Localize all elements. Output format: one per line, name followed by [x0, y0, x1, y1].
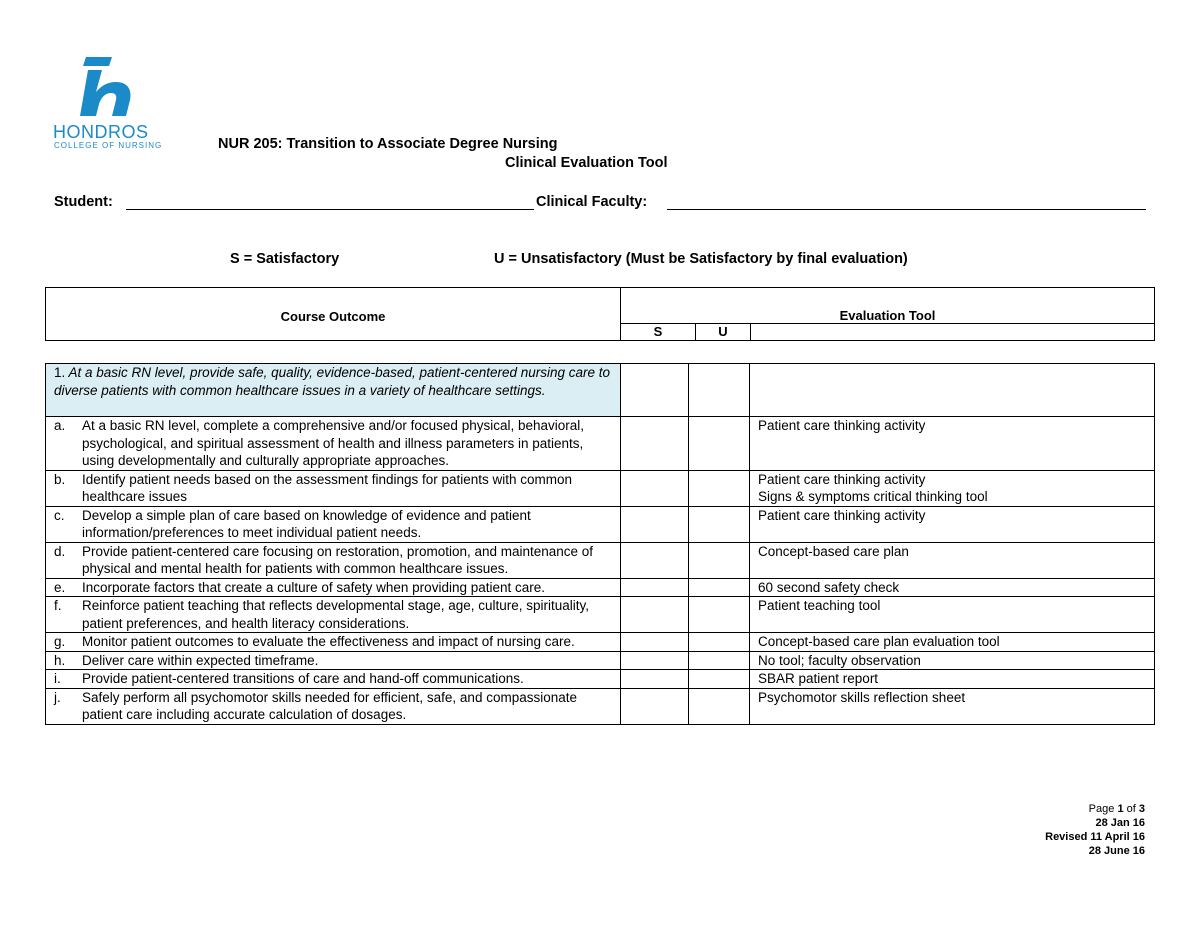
u-cell[interactable]	[689, 597, 750, 633]
table-header	[45, 287, 1155, 341]
u-cell[interactable]	[689, 506, 750, 542]
item-text: Provide patient-centered transitions of care and hand-off communications.	[82, 671, 524, 686]
u-cell[interactable]	[689, 651, 750, 670]
logo-subtitle: COLLEGE OF NURSING	[54, 141, 163, 150]
item-tool: 60 second safety check	[758, 579, 900, 595]
u-cell[interactable]	[689, 578, 750, 597]
s-cell[interactable]	[621, 578, 689, 597]
u-column-header: U	[696, 324, 751, 341]
s-cell[interactable]	[621, 670, 689, 689]
footer-date-1: 28 Jan 16	[1095, 817, 1145, 829]
item-tool: SBAR patient report	[758, 671, 879, 686]
evaluation-table	[45, 363, 1155, 725]
table-row	[46, 542, 1155, 578]
s-cell[interactable]	[621, 651, 689, 670]
u-cell[interactable]	[689, 688, 750, 724]
outcome-text: At a basic RN level, provide safe, quality, evidence-based, patient-centered nursing care to diverse patients with common healthcare issues in a variety of healthcare settings.	[54, 365, 611, 398]
item-text: Deliver care within expected timeframe.	[82, 652, 319, 668]
item-tool: Psychomotor skills reflection sheet	[758, 689, 966, 705]
item-letter: g.	[54, 634, 66, 649]
item-text: Safely perform all psychomotor skills needed for efficient, safe, and compassionate patient care including accurate calculation of dosages.	[82, 689, 578, 722]
legend-unsatisfactory: U = Unsatisfactory (Must be Satisfactory by final evaluation)	[494, 251, 908, 267]
item-text: Incorporate factors that create a culture of safety when providing patient care.	[82, 579, 546, 595]
tool-subheader	[751, 324, 1155, 341]
item-text: Develop a simple plan of care based on knowledge of evidence and patient information/preferences to meet individual patient needs.	[82, 507, 531, 540]
item-letter: h.	[54, 652, 66, 668]
item-letter: a.	[54, 418, 66, 433]
evaluation-tool-header: Evaluation Tool	[621, 288, 1155, 324]
s-column-header: S	[621, 324, 696, 341]
tool-cell	[750, 364, 1155, 417]
item-text: Monitor patient outcomes to evaluate the effectiveness and impact of nursing care.	[82, 634, 575, 649]
s-cell[interactable]	[621, 506, 689, 542]
student-blank[interactable]	[126, 196, 534, 210]
table-row	[46, 597, 1155, 633]
table-row	[46, 670, 1155, 689]
item-tool-secondary: Signs & symptoms critical thinking tool	[758, 489, 988, 504]
footer-date-revised: Revised 11 April 16	[1045, 831, 1145, 843]
s-cell[interactable]	[621, 542, 689, 578]
item-tool: No tool; faculty observation	[758, 652, 921, 668]
outcome-number: 1.	[54, 365, 66, 380]
item-tool: Concept-based care plan evaluation tool	[758, 634, 1000, 649]
outcome-1-cell	[46, 364, 621, 417]
page-number: Page 1 of 3	[1088, 803, 1145, 815]
legend-satisfactory: S = Satisfactory	[230, 251, 340, 267]
s-cell[interactable]	[621, 364, 689, 417]
item-text: At a basic RN level, complete a comprehensive and/or focused physical, behavioral, psychological, and spiritual assessment of health and illness parameters in patients, using developmentally and culturally appropriate approaches.	[82, 418, 585, 468]
item-letter: c.	[54, 507, 65, 523]
faculty-blank[interactable]	[667, 196, 1146, 210]
table-row	[46, 688, 1155, 724]
s-cell[interactable]	[621, 633, 689, 652]
u-cell[interactable]	[689, 633, 750, 652]
course-outcome-header: Course Outcome	[46, 288, 621, 341]
faculty-label: Clinical Faculty:	[536, 194, 648, 210]
table-row	[46, 578, 1155, 597]
table-row	[46, 506, 1155, 542]
item-text: Identify patient needs based on the assessment findings for patients with common healthcare issues	[82, 471, 573, 504]
u-cell[interactable]	[689, 670, 750, 689]
s-cell[interactable]	[621, 688, 689, 724]
item-letter: j.	[54, 689, 61, 705]
item-letter: e.	[54, 579, 66, 595]
item-tool: Patient care thinking activity	[758, 507, 926, 523]
s-cell[interactable]	[621, 417, 689, 471]
item-letter: b.	[54, 471, 66, 487]
item-tool: Patient care thinking activity	[758, 418, 926, 433]
item-letter: f.	[54, 598, 62, 613]
u-cell[interactable]	[689, 542, 750, 578]
item-text: Provide patient-centered care focusing on restoration, promotion, and maintenance of physical and mental health for patients with common healthcare issues.	[82, 543, 594, 576]
item-letter: d.	[54, 543, 66, 559]
table-row	[46, 651, 1155, 670]
item-tool: Concept-based care plan	[758, 543, 909, 559]
item-text: Reinforce patient teaching that reflects developmental stage, age, culture, spirituality, patient preferences, and health literacy considerations.	[82, 598, 590, 631]
table-row	[46, 417, 1155, 471]
s-cell[interactable]	[621, 597, 689, 633]
footer-date-3: 28 June 16	[1088, 845, 1145, 857]
outcome-row	[46, 364, 1155, 417]
s-cell[interactable]	[621, 470, 689, 506]
item-letter: i.	[54, 671, 61, 686]
u-cell[interactable]	[689, 417, 750, 471]
table-row	[46, 633, 1155, 652]
student-label: Student:	[54, 194, 113, 210]
item-tool: Patient teaching tool	[758, 598, 881, 613]
table-row	[46, 470, 1155, 506]
u-cell[interactable]	[689, 470, 750, 506]
logo-wordmark: HONDROS	[53, 122, 149, 142]
course-title: NUR 205: Transition to Associate Degree Nursing	[218, 136, 558, 152]
item-tool: Patient care thinking activity	[758, 471, 926, 487]
u-cell[interactable]	[689, 364, 750, 417]
